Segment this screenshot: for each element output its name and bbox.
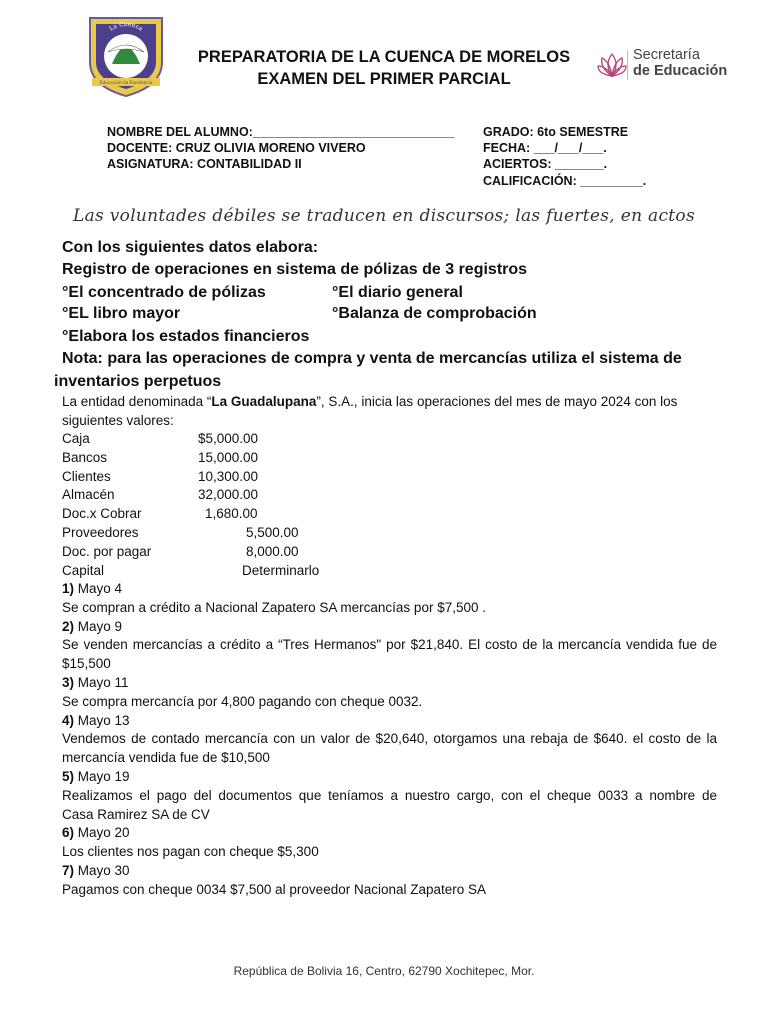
operation-number: 6) [62, 825, 75, 841]
balance-value: 15,000.00 [198, 449, 259, 465]
balance-row [62, 524, 382, 543]
operation-text: Pagamos con cheque 0034 $7,500 al proveedor Nacional Zapatero SA [62, 881, 487, 897]
operation-text: $15,500 [62, 656, 111, 672]
operation-text: Realizamos el pago del documentos que teníamos a nuestro cargo, con el cheque 0033 a nombre de [62, 787, 717, 803]
balance-value: 10,300.00 [198, 468, 259, 484]
ucm-logo [82, 12, 170, 100]
balance-value: 1,680.00 [205, 506, 258, 522]
operation-date: Mayo 4 [77, 581, 123, 596]
operation-date: Mayo 19 [77, 768, 130, 784]
operation-number: 3) [62, 674, 75, 690]
balance-value: 32,000.00 [198, 487, 259, 503]
operation-number: 5) [62, 768, 75, 784]
operation-text: Se venden mercancías a crédito a “Tres Hermanos" por $21,840. El costo de la mercancía vendida fue de [62, 637, 717, 653]
operation-number: 2) [62, 618, 75, 634]
student-name-field: NOMBRE DEL ALUMNO:_____________________________ [107, 125, 455, 139]
score-field: CALIFICACIÓN: _________. [483, 174, 647, 188]
entity-name: La Guadalupana [211, 394, 317, 409]
operation-number: 4) [62, 712, 75, 728]
balance-label: Bancos [62, 449, 108, 465]
hits-field: ACIERTOS: _______. [483, 157, 608, 171]
operation-text: mercancía vendida fue de $10,500 [62, 750, 270, 766]
balance-label: Almacén [62, 487, 115, 503]
instructions-intro: Con los siguientes datos elabora: [62, 239, 319, 256]
logo-initials: UCM [115, 67, 137, 76]
operation-date: Mayo 11 [77, 674, 129, 690]
teacher-label: DOCENTE: CRUZ OLIVIA MORENO VIVERO [107, 141, 366, 155]
instructions-note-cont: inventarios perpetuos [54, 373, 222, 390]
operation-number: 1) [62, 581, 75, 596]
operation-date: Mayo 30 [77, 862, 130, 878]
operation-text: Se compra mercancía por 4,800 pagando con cheque 0032. [62, 693, 423, 709]
operation-text: Vendemos de contado mercancía con un valor de $20,640, otorgamos una rebaja de $640. el costo de la [62, 731, 717, 747]
entity-paragraph [62, 393, 717, 431]
operation-date: Mayo 20 [77, 825, 130, 841]
operation-text: Se compran a crédito a Nacional Zapatero SA mercancías por $7,500 . [62, 599, 486, 615]
sep-flower-icon [596, 50, 628, 82]
instruction-item: °EL libro mayor [62, 305, 181, 322]
date-field: FECHA: ___/___/___. [483, 141, 607, 155]
school-title: PREPARATORIA DE LA CUENCA DE MORELOS [197, 48, 571, 66]
operations-list [62, 580, 717, 900]
logo-arc-right: De Morelos [160, 45, 170, 74]
balance-label: Proveedores [62, 524, 139, 540]
motto: Las voluntades débiles se traducen en discursos; las fuertes, en actos [73, 206, 695, 226]
opening-balances [62, 430, 382, 580]
operation-header [62, 824, 717, 843]
balance-row [62, 486, 382, 505]
balance-row [62, 562, 382, 581]
grade-label: GRADO: 6to SEMESTRE [483, 125, 629, 139]
balance-value: 5,500.00 [246, 524, 299, 540]
balance-row [62, 430, 382, 449]
subject-label: ASIGNATURA: CONTABILIDAD II [107, 157, 302, 171]
instruction-item: °El concentrado de pólizas [62, 284, 266, 301]
instruction-item: °El diario general [332, 284, 463, 301]
balance-label: Caja [62, 431, 90, 446]
instructions-note: Nota: para las operaciones de compra y venta de mercancías utiliza el sistema de [62, 350, 682, 367]
balance-label: Clientes [62, 468, 111, 484]
operation-header [62, 674, 717, 693]
balance-label: Doc.x Cobrar [62, 506, 142, 522]
sep-divider [627, 50, 628, 80]
operation-date: Mayo 9 [77, 618, 123, 634]
balance-label: Capital [62, 562, 105, 578]
logo-arc-top: La Cuenca [108, 20, 144, 33]
operation-text: Casa Ramirez SA de CV [62, 806, 210, 822]
entity-line1: La entidad denominada “La Guadalupana”, S.A., inicia las operaciones del mes de mayo 2024 con los [62, 394, 678, 409]
balance-row [62, 543, 382, 562]
footer-address: República de Bolivia 16, Centro, 62790 Xochitepec, Mor. [233, 964, 535, 978]
operation-header [62, 712, 717, 731]
logo-ribbon: Educación de Excelencia [99, 80, 153, 85]
balance-value: $5,000.00 [198, 431, 259, 446]
instructions-register: Registro de operaciones en sistema de pólizas de 3 registros [62, 261, 528, 278]
instruction-item: °Balanza de comprobación [332, 305, 537, 322]
logo-arc-left: Universidad [82, 44, 92, 75]
balance-row [62, 468, 382, 487]
sep-line1: Secretaría [633, 47, 700, 63]
balance-value: Determinarlo [242, 562, 320, 578]
operation-text: Los clientes nos pagan con cheque $5,300 [62, 844, 319, 860]
instruction-item: °Elabora los estados financieros [62, 328, 310, 345]
balance-row [62, 505, 382, 524]
entity-line2: siguientes valores: [62, 412, 174, 428]
operation-number: 7) [62, 862, 75, 878]
operation-header [62, 580, 717, 599]
sep-wordmark [633, 47, 727, 79]
operation-header [62, 862, 717, 881]
operation-header [62, 618, 717, 637]
operation-date: Mayo 13 [77, 712, 130, 728]
sep-line2: de Educación [633, 63, 728, 79]
operation-header [62, 768, 717, 787]
balance-row [62, 449, 382, 468]
balance-label: Doc. por pagar [62, 543, 152, 559]
balance-value: 8,000.00 [246, 543, 299, 559]
exam-title: EXAMEN DEL PRIMER PARCIAL [257, 70, 511, 88]
